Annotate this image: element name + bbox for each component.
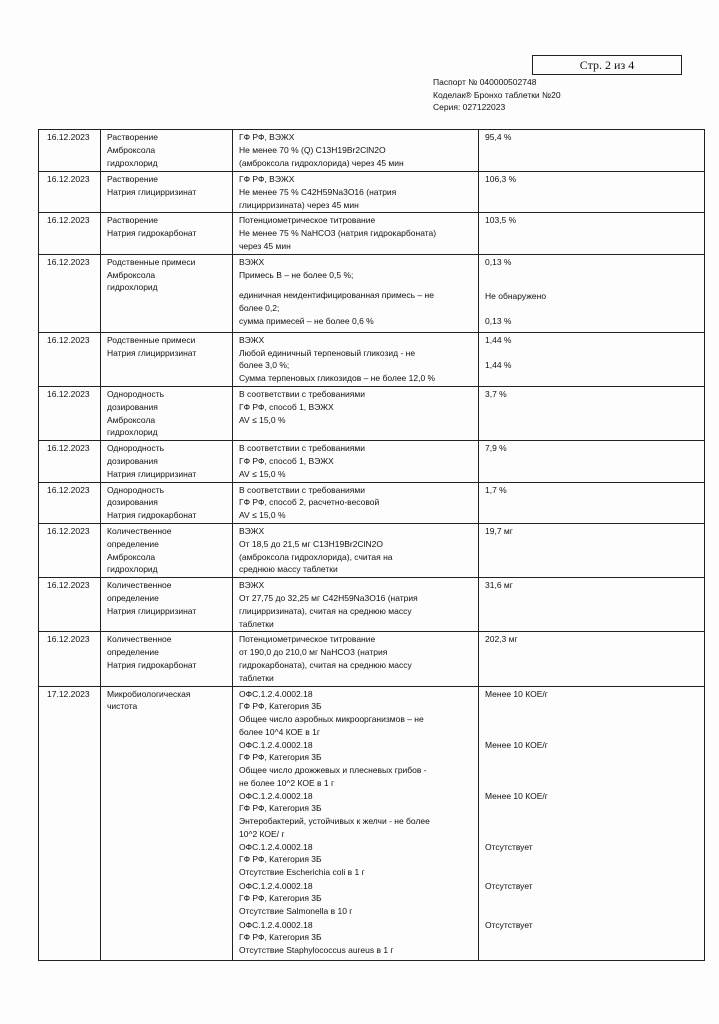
micro-result-salmonella: Отсутствует	[485, 880, 533, 891]
row-date: 16.12.2023	[47, 388, 90, 399]
row-requirement: ВЭЖХ Любой единичный терпеновый гликозид - не более 3,0 %; Сумма терпеновых гликозидов – не более 12,0 %	[239, 334, 436, 384]
row-date: 16.12.2023	[47, 580, 90, 591]
micro-result-enterobacteria: Менее 10 КОЕ/г	[485, 790, 548, 801]
micro-result-yeast: Менее 10 КОЕ/г	[485, 739, 548, 750]
table-row	[39, 213, 705, 254]
product-name: Коделак® Бронхо таблетки №20	[433, 90, 561, 100]
row-result: 7,9 %	[485, 443, 507, 454]
row-test: Растворение Натрия глицирризинат	[107, 174, 197, 197]
table-row	[39, 632, 705, 686]
table-row	[39, 578, 705, 632]
table-row	[39, 172, 705, 213]
row-date: 16.12.2023	[47, 634, 90, 645]
row-date: 16.12.2023	[47, 256, 90, 267]
row-test: Родственные примеси Амброксола гидрохлорид	[107, 256, 196, 293]
micro-requirement-enterobacteria: ОФС.1.2.4.0002.18 ГФ РФ, Категория 3Б Энтеробактерий, устойчивых к желчи - не более 10^2 КОЕ/ г	[239, 790, 430, 839]
micro-result-staph: Отсутствует	[485, 919, 533, 930]
row-requirement: В соответствии с требованиями ГФ РФ, способ 2, расчетно-весовой AV ≤ 15,0 %	[239, 484, 380, 521]
table-row	[39, 130, 705, 172]
row-requirement: Потенциометрическое титрование Не менее 75 % NaHCO3 (натрия гидрокарбоната) через 45 мин	[239, 215, 437, 251]
row-requirement: ВЭЖХ Примесь В – не более 0,5 %;	[239, 256, 354, 280]
row-date: 16.12.2023	[47, 174, 90, 184]
row-result: 1,7 %	[485, 484, 507, 495]
table-row-microbiology	[39, 686, 705, 960]
row-test: Растворение Амброксола гидрохлорид	[107, 132, 159, 168]
row-result: 106,3 %	[485, 174, 517, 184]
micro-result-aerobic: Менее 10 КОЕ/г	[485, 688, 548, 699]
micro-requirement-yeast: ОФС.1.2.4.0002.18 ГФ РФ, Категория 3Б Общее число дрожжевых и плесневых грибов - не более 10^2 КОЕ в 1 г	[239, 739, 427, 788]
row-date: 17.12.2023	[47, 688, 90, 699]
table-row	[39, 441, 705, 482]
row-requirement: Потенциометрическое титрование от 190,0 до 210,0 мг NaHCO3 (натрия гидрокарбоната), считая на среднюю массу таблетки	[239, 634, 412, 683]
row-test: Растворение Натрия гидрокарбонат	[107, 215, 197, 239]
row-requirement: В соответствии с требованиями ГФ РФ, способ 1, ВЭЖХ AV ≤ 15,0 %	[239, 443, 365, 479]
row-test: Однородность дозирования Натрия глицирризинат	[107, 443, 197, 479]
row-test: Количественное определение Натрия глицирризинат	[107, 580, 197, 616]
row-test: Однородность дозирования Натрия гидрокарбонат	[107, 484, 197, 521]
row-requirement: ВЭЖХ От 27,75 до 32,25 мг C42H59Na3O16 (натрия глицирризината), считая на среднюю массу таблетки	[239, 580, 418, 629]
table-row	[39, 386, 705, 440]
micro-result-ecoli: Отсутствует	[485, 841, 533, 852]
micro-requirement-aerobic: ОФС.1.2.4.0002.18 ГФ РФ, Категория 3Б Общее число аэробных микроорганизмов – не более 10^4 КОЕ в 1г	[239, 688, 424, 737]
table-row	[39, 482, 705, 523]
row-date: 16.12.2023	[47, 215, 90, 226]
row-requirement: В соответствии с требованиями ГФ РФ, способ 1, ВЭЖХ AV ≤ 15,0 %	[239, 388, 365, 425]
micro-requirement-staph: ОФС.1.2.4.0002.18 ГФ РФ, Категория 3Б Отсутствие Staphylococcus aureus в 1 г	[239, 919, 394, 956]
row-result: 3,7 %	[485, 388, 507, 399]
table-row	[39, 254, 705, 332]
row-result: 0,13 %	[485, 256, 512, 267]
row-requirement: ГФ РФ, ВЭЖХ Не менее 75 % C42H59Na3O16 (натрия глицирризината) через 45 мин	[239, 174, 397, 210]
row-requirement: ВЭЖХ От 18,5 до 21,5 мг C13H19Br2ClN2O (амброксола гидрохлорида), считая на среднюю массу таблетки	[239, 525, 393, 575]
row-result-extra: Не обнаружено	[485, 290, 547, 301]
row-date: 16.12.2023	[47, 334, 90, 345]
row-test: Микробиологическая чистота	[107, 688, 191, 712]
passport-number: Паспорт № 040000502748	[433, 77, 537, 87]
row-requirement: ГФ РФ, ВЭЖХ Не менее 70 % (Q) C13H19Br2ClN2O (амброксола гидрохлорида) через 45 мин	[239, 132, 404, 168]
row-result: 31,6 мг	[485, 580, 513, 591]
row-test: Количественное определение Амброксола гидрохлорид	[107, 525, 172, 575]
table-row	[39, 523, 705, 577]
row-date: 16.12.2023	[47, 484, 90, 495]
row-result: 103,5 %	[485, 215, 517, 226]
row-result-total: 1,44 %	[485, 359, 512, 370]
page-number-box: Стр. 2 из 4	[532, 55, 682, 75]
row-result: 202,3 мг	[485, 634, 518, 645]
row-result: 95,4 %	[485, 132, 512, 142]
analysis-table	[38, 129, 705, 961]
row-test: Родственные примеси Натрия глицирризинат	[107, 334, 197, 358]
table-row	[39, 332, 705, 386]
row-result-total: 0,13 %	[485, 316, 512, 327]
row-requirement-extra: единичная неидентифицированная примесь – не более 0,2; сумма примесей – не более 0,6 %	[239, 290, 434, 326]
row-date: 16.12.2023	[47, 525, 90, 536]
row-date: 16.12.2023	[47, 132, 90, 142]
row-test: Количественное определение Натрия гидрокарбонат	[107, 634, 197, 670]
micro-requirement-salmonella: ОФС.1.2.4.0002.18 ГФ РФ, Категория 3Б Отсутствие Salmonella в 10 г	[239, 880, 353, 917]
row-test: Однородность дозирования Амброксола гидрохлорид	[107, 388, 165, 438]
row-date: 16.12.2023	[47, 443, 90, 454]
series-number: Серия: 027122023	[433, 102, 506, 112]
row-result: 19,7 мг	[485, 525, 513, 536]
micro-requirement-ecoli: ОФС.1.2.4.0002.18 ГФ РФ, Категория 3Б Отсутствие Escherichia coli в 1 г	[239, 841, 365, 878]
row-result: 1,44 %	[485, 334, 512, 345]
